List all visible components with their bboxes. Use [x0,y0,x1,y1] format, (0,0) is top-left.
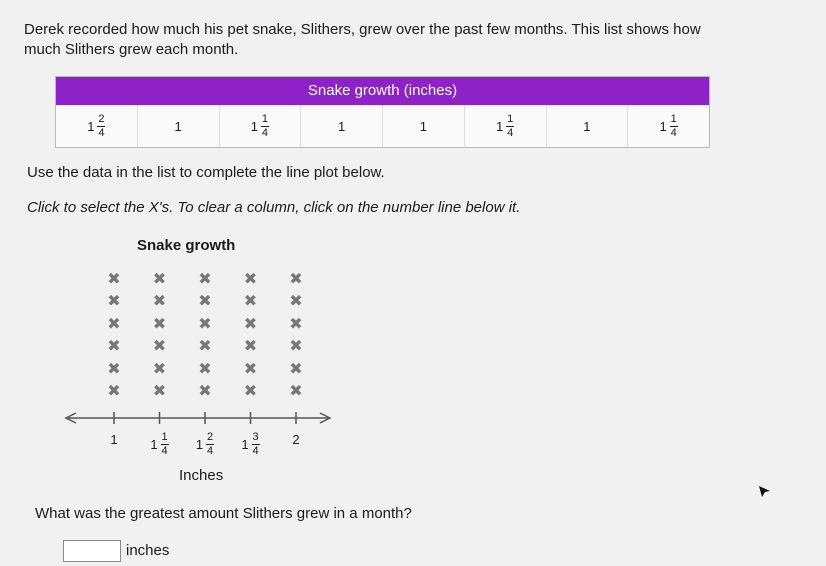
x-mark[interactable]: ✖ [289,270,303,288]
whole-part: 1 [419,118,427,134]
tick-label [110,432,117,447]
x-mark[interactable]: ✖ [107,383,121,400]
mixed-number [196,432,214,457]
instruction-text: Use the data in the list to complete the line plot below. [27,164,385,181]
denominator: 4 [261,126,269,139]
whole-part: 2 [292,432,300,447]
x-mark[interactable]: ✖ [198,338,212,355]
mixed-number [251,114,269,139]
mixed-number [175,119,182,134]
mixed-number [241,432,259,457]
x-mark[interactable]: ✖ [289,383,303,400]
numerator: 1 [261,112,269,125]
table-cell [464,105,546,147]
tick-label [292,432,299,447]
x-mark[interactable]: ✖ [152,270,167,288]
table-cell [382,105,464,147]
click-instruction-text: Click to select the X's. To clear a column, click on the number line below it. [27,199,521,216]
denominator: 4 [161,445,168,457]
numerator: 3 [252,431,259,443]
table-cell [219,105,301,147]
table-cell [137,105,219,147]
numerator: 1 [507,112,514,125]
x-mark[interactable]: ✖ [198,315,212,333]
x-mark[interactable]: ✖ [243,293,258,310]
mixed-number [660,114,678,139]
x-mark[interactable]: ✖ [243,270,258,288]
x-mark[interactable]: ✖ [243,383,258,400]
fraction [670,114,678,139]
whole-part: 1 [250,118,258,134]
fraction [161,432,169,457]
intro-text: Derek recorded how much his pet snake, Slithers, grew over the past few months. This list shows how much Slithers grew each month. [24,21,701,58]
tick-label [241,432,259,457]
numerator: 1 [161,431,168,443]
whole-part: 1 [241,437,249,452]
whole-part: 1 [659,118,667,134]
mixed-number [292,432,299,447]
answer-input[interactable] [63,540,121,562]
x-mark[interactable]: ✖ [243,338,258,355]
tick-label [196,432,214,457]
fraction [97,114,105,139]
x-mark[interactable]: ✖ [289,293,303,310]
x-mark[interactable]: ✖ [152,383,167,400]
table-cell [300,105,382,147]
whole-part: 1 [174,118,182,134]
whole-part: 1 [496,118,504,134]
table-row [56,105,709,147]
x-mark[interactable]: ✖ [243,315,258,333]
whole-part: 1 [110,432,118,447]
denominator: 4 [98,126,105,139]
fraction [206,432,214,457]
x-mark[interactable]: ✖ [198,293,212,310]
unit-label: inches [126,542,170,559]
x-mark[interactable]: ✖ [107,293,121,310]
whole-part: 1 [150,437,158,452]
whole-part: 1 [87,118,95,134]
mixed-number [110,432,117,447]
mouse-cursor-icon [758,485,772,499]
x-mark[interactable]: ✖ [107,338,121,355]
x-mark[interactable]: ✖ [152,293,167,310]
tick-label [150,432,168,457]
fraction [252,432,260,457]
x-mark[interactable]: ✖ [152,360,167,378]
x-mark[interactable]: ✖ [289,338,303,355]
number-line[interactable] [60,408,340,430]
x-mark[interactable]: ✖ [243,360,258,378]
table-cell [627,105,709,147]
x-mark[interactable]: ✖ [198,270,212,288]
x-mark[interactable]: ✖ [107,360,121,378]
mixed-number [338,119,345,134]
axis-title: Inches [179,467,224,484]
numerator: 1 [670,112,677,125]
x-mark[interactable]: ✖ [198,383,212,400]
mixed-number [87,114,105,139]
x-mark[interactable]: ✖ [107,315,121,333]
snake-growth-table [55,76,710,148]
denominator: 4 [207,445,214,457]
whole-part: 1 [338,118,346,134]
table-header: Snake growth (inches) [56,77,709,105]
denominator: 4 [670,126,677,139]
mixed-number [420,119,427,134]
fraction [506,114,514,139]
question-text: What was the greatest amount Slithers grew in a month? [35,505,412,522]
table-cell [56,105,137,147]
mixed-number [496,114,514,139]
x-mark[interactable]: ✖ [289,315,303,333]
numerator: 2 [207,431,214,443]
mixed-number [583,119,590,134]
plot-title: Snake growth [137,237,236,254]
whole-part: 1 [583,118,591,134]
mixed-number [150,432,168,457]
x-mark[interactable]: ✖ [198,360,212,378]
x-mark[interactable]: ✖ [152,338,167,355]
table-cell [546,105,628,147]
x-mark[interactable]: ✖ [152,315,167,333]
fraction [261,114,269,139]
numerator: 2 [98,112,105,125]
denominator: 4 [507,126,514,139]
whole-part: 1 [195,437,204,452]
x-mark[interactable]: ✖ [289,360,303,378]
denominator: 4 [252,445,259,457]
x-mark[interactable]: ✖ [107,270,121,288]
